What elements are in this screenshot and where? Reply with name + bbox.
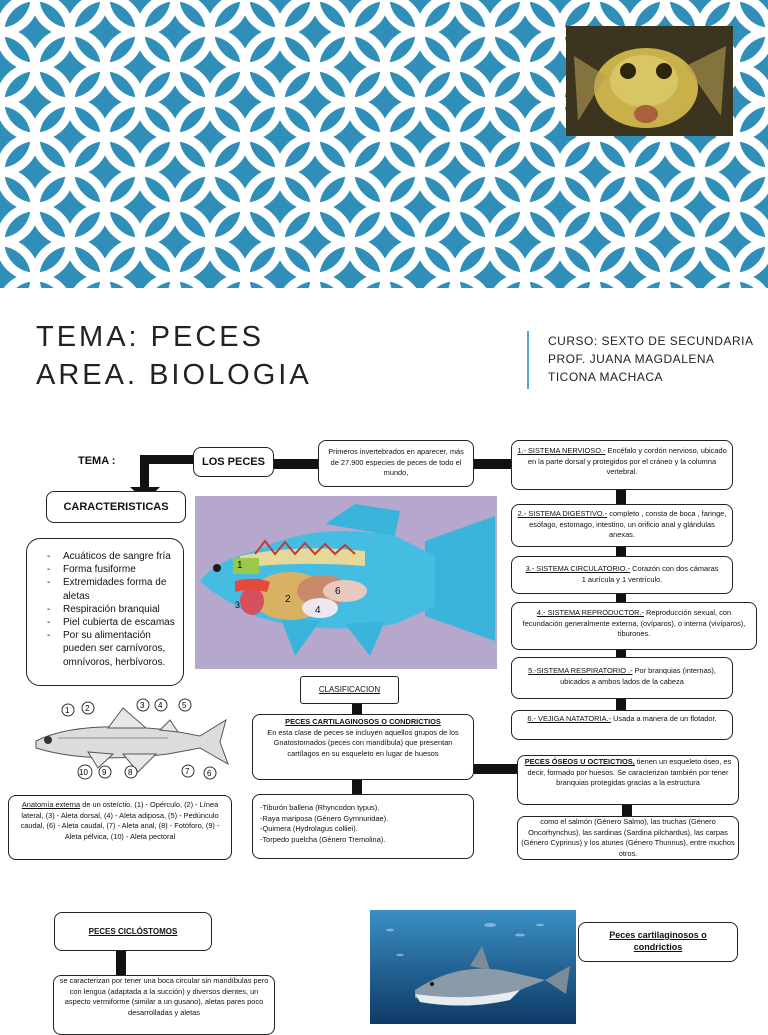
list-item: - Piel cubierta de escamas bbox=[63, 616, 175, 629]
connector-line bbox=[474, 764, 517, 774]
oseos-examples-box bbox=[517, 816, 739, 860]
cartilaginosos-label: Peces cartilaginosos o condrictios bbox=[609, 930, 707, 952]
title-divider bbox=[527, 331, 529, 389]
sistema-title: 5.-SISTEMA RESPIRATORIO .- bbox=[528, 666, 633, 675]
oseos-text: tienen un esqueleto óseo, es decir, formado por huesos. Se caracterizan también por tener branquias protegidas gracias a la estructura bbox=[527, 757, 732, 788]
connector-line bbox=[116, 950, 126, 977]
connector-line bbox=[616, 698, 626, 710]
sistema-title: 1.- SISTEMA NERVIOSO.- bbox=[517, 446, 606, 455]
ciclostomos-title: PECES CICLÓSTOMOS bbox=[88, 927, 178, 936]
diagram-number: 5 bbox=[182, 701, 187, 710]
diagram-number: 4 bbox=[315, 605, 321, 616]
sistema-title: 6.- VEJIGA NATATORIA.- bbox=[527, 714, 612, 723]
sistema-text: Usada a manera de un flotador. bbox=[613, 714, 717, 723]
list-item: - Respiración branquial bbox=[63, 603, 175, 616]
caracteristicas-label: CARACTERISTICAS bbox=[63, 501, 169, 513]
sistema-circulatorio-box bbox=[511, 556, 733, 594]
diagram-number: 1 bbox=[237, 560, 243, 571]
connector-line bbox=[352, 779, 362, 794]
fish-diagram-svg bbox=[195, 496, 497, 669]
sistema-text: completo , consta de boca , faringe, esófago, estomago, intestino, un orificio anal y glándulas anexas. bbox=[529, 509, 727, 540]
list-item: - Por su alimentación pueden ser carnívoros, omnívoros, herbívoros. bbox=[63, 629, 175, 669]
fish-external-svg bbox=[28, 698, 238, 780]
connector-line bbox=[272, 459, 320, 469]
example-item: -Quimera (Hydrolagus colliei). bbox=[260, 824, 358, 834]
example-item: -Torpedo puelcha (Género Tremolina). bbox=[260, 834, 386, 844]
diagram-number: 3 bbox=[140, 701, 145, 710]
oseos-title: PECES ÓSEOS U OCTEICTIOS, bbox=[524, 757, 635, 766]
ciclostomos-text: se caracterizan por tener una boca circular sin mandíbulas pero con lengua (adaptada a la succión) y diversos dientes, un aspecto vermiforme (similar a un gusano), aletas pares poco desarrolladas y aletas bbox=[59, 976, 269, 1017]
cartilaginosos-box bbox=[252, 714, 474, 780]
cartilaginosos-text: En esta clase de peces se incluyen aquellos grupos de los Gnatostomados (peces con mandíbula) que presentan cartílagos en su esqueleto en lugar de huesos bbox=[267, 727, 459, 758]
example-item: -Tiburón ballena (Rhyncodon typus). bbox=[260, 803, 380, 812]
sistema-title: 3.- SISTEMA CIRCULATORIO.- bbox=[525, 564, 631, 573]
connector-line bbox=[616, 488, 626, 505]
diagram-number: 10 bbox=[79, 768, 88, 777]
sistema-title: 2.- SISTEMA DIGESTIVO.- bbox=[517, 509, 608, 518]
diagram-number: 3 bbox=[235, 600, 241, 610]
title-line-1: TEMA: PECES bbox=[36, 321, 264, 353]
tema-label: TEMA : bbox=[78, 455, 116, 467]
title-line-2: AREA. BIOLOGIA bbox=[36, 359, 312, 391]
sistema-title: 4.- SISTEMA REPRODUCTOR.- bbox=[536, 608, 644, 617]
sistema-respiratorio-box bbox=[511, 657, 733, 699]
anatomy-box bbox=[8, 795, 232, 860]
diagram-number: 6 bbox=[207, 769, 212, 778]
fish-external-diagram bbox=[28, 698, 238, 780]
diagram-number: 4 bbox=[158, 701, 163, 710]
ciclostomos-box bbox=[54, 912, 212, 951]
los-peces-label: LOS PECES bbox=[202, 456, 265, 468]
clasificacion-box bbox=[300, 676, 399, 704]
diagram-number: 7 bbox=[185, 767, 190, 776]
intro-text: Primeros invertebrados en aparecer, más de 27.900 especies de peces de todo el mundo, bbox=[328, 447, 464, 478]
connector-line bbox=[472, 459, 512, 469]
oseos-box bbox=[517, 755, 739, 805]
los-peces-box bbox=[193, 447, 274, 477]
course-line-3: TICONA MACHACA bbox=[548, 370, 664, 384]
diagram-number: 2 bbox=[85, 704, 90, 713]
diagram-number: 6 bbox=[335, 586, 341, 597]
caracteristicas-list bbox=[41, 550, 175, 669]
course-info bbox=[548, 332, 753, 386]
sistema-digestivo-box bbox=[511, 504, 733, 547]
oseos-examples: como el salmón (Género Salmo), las truchas (Género Oncorhynchus), las sardinas (Sardina pilchardus), las carpas (Género Cyprinus) y los atunes (Género Thunnus), entre muchos otros. bbox=[521, 817, 735, 858]
page-title bbox=[36, 318, 312, 394]
sistema-text: Encéfalo y cordón nervioso, ubicado en la parte dorsal y protegidos por el cráneo y la columna vertebral. bbox=[527, 446, 727, 477]
sistema-text: Por branquias (internas), ubicados a ambos lados de la cabeza bbox=[560, 666, 716, 686]
example-item: -Raya mariposa (Género Gymnuridae). bbox=[260, 813, 389, 823]
caracteristicas-box bbox=[46, 491, 186, 523]
anatomy-title: Anatomía externa bbox=[21, 800, 81, 809]
cartilaginosos-label-box bbox=[578, 922, 738, 962]
cowfish-photo bbox=[566, 26, 733, 136]
clasificacion-label: CLASIFICACION bbox=[318, 685, 381, 694]
vejiga-natatoria-box bbox=[511, 710, 733, 740]
diagram-number: 9 bbox=[102, 768, 107, 777]
list-item: - Acuáticos de sangre fría bbox=[63, 550, 175, 563]
caracteristicas-list-box bbox=[26, 538, 184, 686]
course-line-2: PROF. JUANA MAGDALENA bbox=[548, 352, 715, 366]
intro-box bbox=[318, 440, 474, 487]
course-line-1: CURSO: SEXTO DE SECUNDARIA bbox=[548, 334, 754, 348]
diagram-number: 2 bbox=[285, 594, 291, 605]
sistema-text: Corazón con dos cámaras 1 aurícula y 1 ventrículo. bbox=[581, 564, 719, 584]
list-item: - Forma fusiforme bbox=[63, 563, 175, 576]
shark-photo bbox=[370, 910, 576, 1024]
sistema-text: Reproducción sexual, con fecundación generalmente externa, (ovíparos), o interna (vivíparos), tiburones. bbox=[522, 608, 746, 639]
ciclostomos-text-box bbox=[53, 975, 275, 1035]
diagram-number: 8 bbox=[128, 768, 133, 777]
cartilaginosos-title: PECES CARTILAGINOSOS O CONDRICTIOS bbox=[285, 717, 441, 726]
fish-internal-diagram bbox=[195, 496, 497, 669]
cartilaginosos-examples-box bbox=[252, 794, 474, 859]
sistema-nervioso-box bbox=[511, 440, 733, 490]
list-item: - Extremidades forma de aletas bbox=[63, 576, 175, 602]
header-banner bbox=[0, 0, 768, 288]
sistema-reproductor-box bbox=[511, 602, 757, 650]
anatomy-text: de un osteíctio. (1) - Opérculo, (2) - Línea lateral, (3) - Aleta dorsal, (4) - Aleta adiposa, (5) - Pedúnculo caudal, (6) - Aleta caudal, (7) - Aleta anal, (8) - Fotóforo, (9) - Aleta pélvica, (10) - Aleta pectoral bbox=[20, 800, 220, 841]
diagram-number: 1 bbox=[65, 706, 70, 715]
